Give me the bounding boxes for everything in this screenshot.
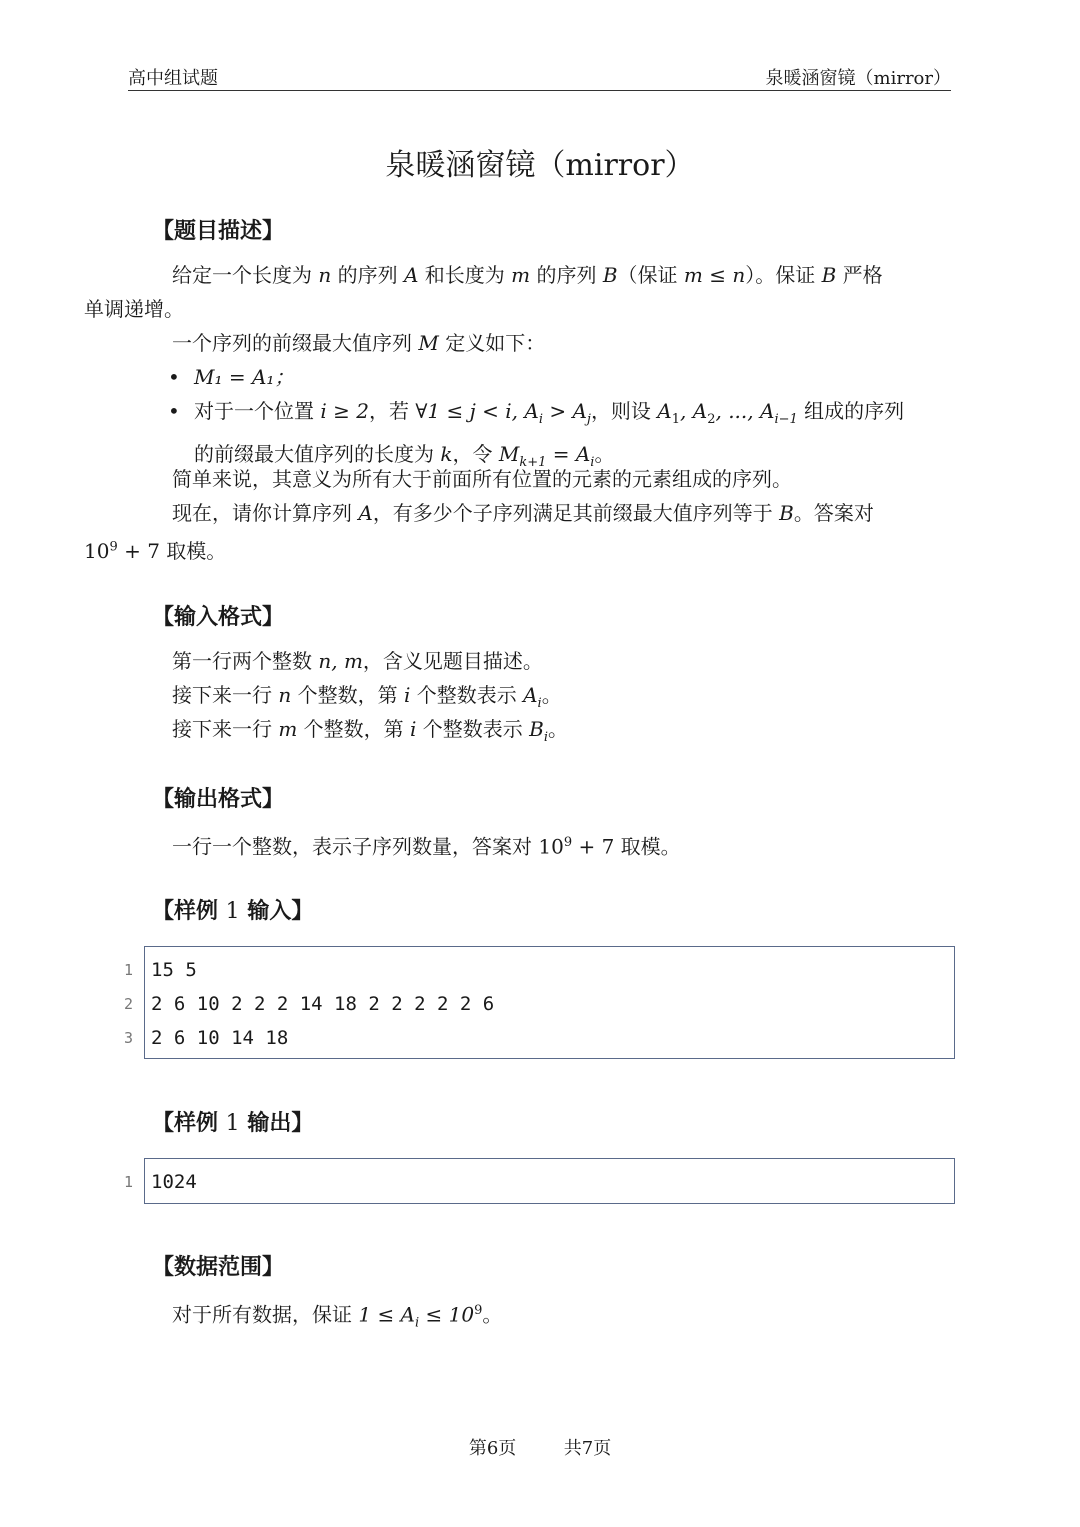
- data-range-heading: 【数据范围】: [152, 1255, 285, 1280]
- data-range-line-1: 对于所有数据，保证 $1 \le A_i \le 10^9$。: [172, 1302, 503, 1331]
- total-pages: 共7页: [563, 1438, 612, 1459]
- code-line: 3 2 6 10 14 18: [123, 1027, 289, 1049]
- sample-output-heading: 【样例 1 输出】: [152, 1111, 314, 1136]
- input-format-heading: 【输入格式】: [152, 605, 285, 630]
- description-paragraph-2: 一个序列的前缀最大值序列 M 定义如下：: [172, 331, 546, 355]
- code-line: 2 2 6 10 2 2 2 14 18 2 2 2 2 2 6: [123, 993, 495, 1015]
- input-format-line-2: 接下来一行 n 个整数，第 i 个整数表示 $A_i$。: [172, 683, 562, 711]
- output-format-line-1: 一行一个整数，表示子序列数量，答案对 $10^9 + 7$ 取模。: [172, 834, 681, 859]
- input-format-line-3: 接下来一行 m 个整数，第 i 个整数表示 $B_i$。: [172, 717, 569, 745]
- problem-title: 泉暖涵窗镜（mirror）: [385, 148, 695, 183]
- code-line: 1 1024: [123, 1171, 197, 1193]
- output-format-heading: 【输出格式】: [152, 787, 285, 812]
- page-number: 第6页: [468, 1438, 517, 1459]
- header-right: 泉暖涵窗镜（mirror）: [765, 68, 951, 89]
- description-heading: 【题目描述】: [152, 219, 285, 244]
- sample-input-heading: 【样例 1 输入】: [152, 899, 314, 924]
- page-header: [128, 62, 951, 91]
- description-paragraph-4: 现在，请你计算序列 A，有多少个子序列满足其前缀最大值序列等于 B。答案对 $10^9 + 7$ 取模。: [84, 501, 874, 563]
- sample-input-code-box[interactable]: [123, 946, 955, 1059]
- sample-output-code-box[interactable]: [123, 1158, 955, 1204]
- description-paragraph-1: 给定一个长度为 n 的序列 A 和长度为 m 的序列 B（保证 m ≤ n）。保证 B 严格 单调递增。: [84, 263, 883, 321]
- code-line: 1 15 5: [123, 959, 197, 981]
- description-paragraph-3: 简单来说，其意义为所有大于前面所有位置的元素的元素组成的序列。: [172, 467, 792, 491]
- page-footer: [0, 1434, 1080, 1460]
- header-left: 高中组试题: [128, 68, 218, 89]
- input-format-line-1: 第一行两个整数 n, m，含义见题目描述。: [172, 649, 543, 673]
